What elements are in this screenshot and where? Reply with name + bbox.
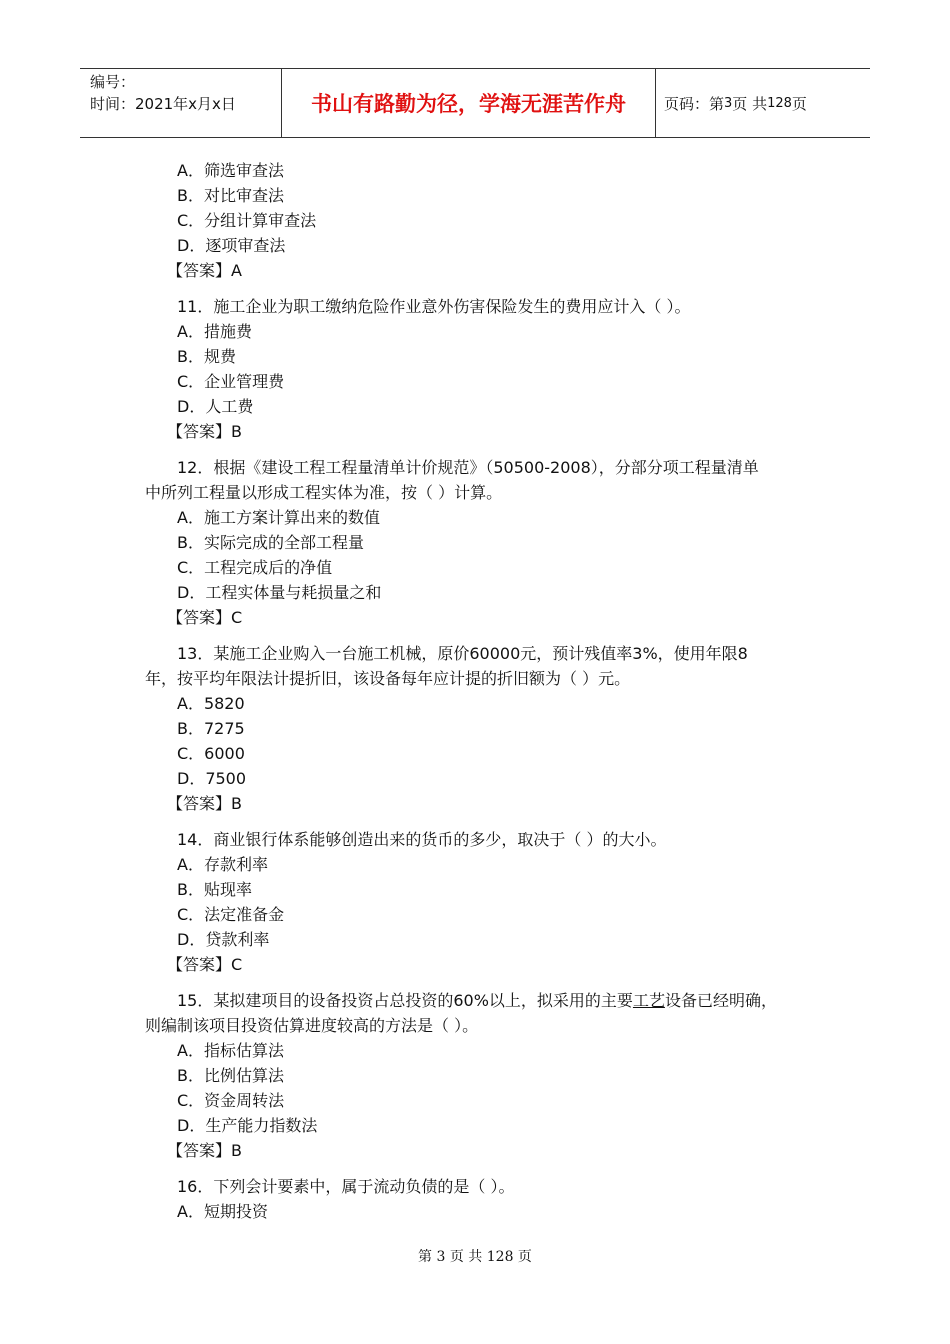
option: D．逐项审查法 (177, 236, 286, 255)
question-12: 12．根据《建设工程工程量清单计价规范》（50500-2008），分部分项工程量清单 中所列工程量以形成工程实体为准，按（ ）计算。 (145, 458, 759, 502)
question-11: 11．施工企业为职工缴纳危险作业意外伤害保险发生的费用应计入（ ）。 (177, 297, 691, 316)
option: A．5820 (177, 694, 245, 713)
option: D．工程实体量与耗损量之和 (177, 583, 382, 602)
page-indicator: 页码：第 3 页 共 128 页 (664, 94, 807, 113)
time-label: 时间：2021年x月x日 (90, 95, 236, 113)
number-label: 编号： (90, 73, 136, 91)
header-left-cell (80, 69, 282, 137)
option: D．7500 (177, 769, 247, 788)
answer: 【答案】C (167, 955, 243, 974)
option: C．法定准备金 (177, 905, 285, 924)
motto: 书山有路勤为径，学海无涯苦作舟 (282, 69, 656, 137)
option: D．人工费 (177, 397, 254, 416)
answer: 【答案】B (167, 422, 242, 441)
page-current: 3 (724, 95, 733, 111)
option: A．措施费 (177, 322, 252, 341)
option: B．7275 (177, 719, 245, 738)
answer: 【答案】B (167, 1141, 242, 1160)
option: D．生产能力指数法 (177, 1116, 318, 1135)
option: A．短期投资 (177, 1202, 268, 1221)
question-15: 15．某拟建项目的设备投资占总投资的60%以上，拟采用的主要工艺设备已经明确， 则编制该项目投资估算进度较高的方法是（ ）。 (145, 991, 777, 1035)
option: B．贴现率 (177, 880, 252, 899)
option: C．工程完成后的净值 (177, 558, 333, 577)
option: B．对比审查法 (177, 186, 284, 205)
answer: 【答案】A (167, 261, 242, 280)
option: C．资金周转法 (177, 1091, 285, 1110)
option: C．企业管理费 (177, 372, 285, 391)
option: A．指标估算法 (177, 1041, 284, 1060)
answer: 【答案】B (167, 794, 242, 813)
question-13: 13．某施工企业购入一台施工机械，原价60000元，预计残值率3%，使用年限8 年，按平均年限法计提折旧，该设备每年应计提的折旧额为（ ）元。 (145, 644, 748, 688)
option: C．6000 (177, 744, 245, 763)
document-body (145, 158, 825, 1224)
option: D．贷款利率 (177, 930, 270, 949)
question-16: 16．下列会计要素中，属于流动负债的是（ ）。 (177, 1177, 515, 1196)
answer: 【答案】C (167, 608, 243, 627)
underlined-term: 工艺 (632, 991, 665, 1010)
option: B．实际完成的全部工程量 (177, 533, 364, 552)
page-total: 128 (767, 95, 792, 111)
option: A．筛选审查法 (177, 161, 284, 180)
question-14: 14．商业银行体系能够创造出来的货币的多少，取决于（ ）的大小。 (177, 830, 667, 849)
page-footer: 第 3 页 共 128 页 (418, 1249, 532, 1265)
page-header (80, 68, 870, 138)
option: A．存款利率 (177, 855, 268, 874)
option: B．比例估算法 (177, 1066, 284, 1085)
option: C．分组计算审查法 (177, 211, 317, 230)
option: B．规费 (177, 347, 236, 366)
option: A．施工方案计算出来的数值 (177, 508, 380, 527)
